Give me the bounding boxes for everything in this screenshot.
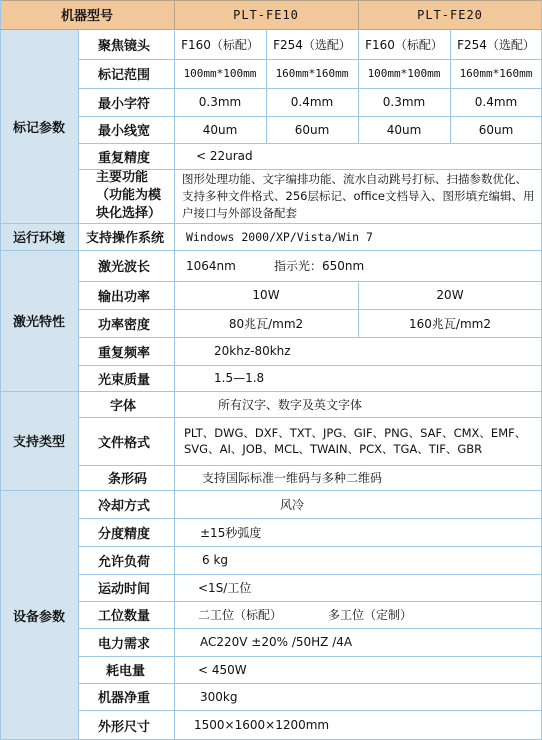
section-marking: 标记参数 [0, 29, 78, 223]
section-support: 支持类型 [0, 391, 78, 490]
grid-line [0, 0, 1, 740]
grid-line [78, 601, 542, 602]
label-barcode: 条形码 [108, 472, 148, 487]
grid-line [450, 29, 451, 143]
grid-line [0, 29, 542, 30]
grid-line [78, 465, 542, 466]
label-min-line: 最小线宽 [98, 124, 151, 139]
section-environment: 运行环境 [0, 223, 78, 250]
label-beam-quality: 光束质量 [98, 372, 151, 388]
char-fe10-standard: 0.3mm [198, 95, 242, 109]
line-fe20-standard: 40um [386, 122, 422, 137]
section-device: 设备参数 [0, 490, 78, 740]
grid-line [78, 116, 542, 117]
label-file-format: 文件格式 [98, 435, 151, 451]
label-consumption: 耗电量 [106, 664, 146, 679]
model-fe10-header: PLT-FE10 [174, 0, 358, 29]
label-min-char: 最小字符 [98, 96, 151, 112]
label-stations: 工位数量 [98, 609, 151, 624]
dimensions-value: 1500×1600×1200mm [194, 718, 330, 732]
lens-fe10-standard: F160（标配） [181, 37, 259, 52]
label-lens: 聚焦镜头 [98, 38, 151, 54]
grid-line [78, 29, 79, 740]
lens-fe20-standard: F160（标配） [365, 37, 443, 52]
grid-line [78, 365, 542, 366]
label-net-weight: 机器净重 [98, 691, 151, 706]
file-format-value: PLT、DWG、DXF、TXT、JPG、GIF、PNG、SAF、CMX、EMF、SVG、AI、JOB、MCL、TWAIN、PCX、TGA、TIF、GBR [184, 426, 527, 456]
label-output-power: 输出功率 [98, 289, 151, 305]
grid-line [0, 391, 542, 392]
power-density-fe10: 80兆瓦/mm2 [228, 316, 304, 331]
model-header-label: 机器型号 [0, 0, 174, 29]
char-fe20-optional: 0.4mm [474, 95, 518, 109]
grid-line [78, 417, 542, 418]
grid-line [78, 88, 542, 89]
label-range: 标记范围 [98, 68, 151, 83]
label-main-function: 主要功能（功能为模块化选择） [96, 170, 162, 221]
line-fe20-optional: 60um [478, 122, 514, 137]
model-fe20-header: PLT-FE20 [358, 0, 542, 29]
line-fe10-standard: 40um [202, 122, 238, 137]
label-os: 支持操作系统 [86, 231, 165, 246]
load-value: 6 kg [202, 553, 229, 567]
grid-line [174, 29, 175, 740]
repeat-frequency-value: 20khz-80khz [214, 344, 291, 358]
lens-fe10-optional: F254（选配） [273, 37, 351, 52]
range-fe10-optional: 160mm*160mm [275, 67, 349, 80]
font-value: 所有汉字、数字及英文字体 [218, 397, 363, 412]
char-fe10-optional: 0.4mm [290, 95, 334, 109]
line-fe10-optional: 60um [294, 122, 330, 137]
range-fe20-standard: 100mm*100mm [367, 67, 441, 80]
grid-line [78, 574, 542, 575]
label-power-density: 功率密度 [98, 317, 151, 333]
repeat-precision-value: < 22urad [196, 149, 253, 163]
stations-standard-value: 二工位（标配） [198, 608, 283, 622]
consumption-value: < 450W [198, 662, 247, 677]
grid-line [78, 59, 542, 60]
grid-line [358, 29, 359, 143]
motion-time-value: <1S/工位 [198, 581, 252, 595]
label-power-requirement: 电力需求 [98, 636, 151, 652]
main-function-value: 图形处理功能、文字编排功能、流水自动跳号打标、扫描参数优化、支持多种文件格式、256层标记、office文档导入、图形填充编辑、用户接口与外部设备配套 [182, 171, 535, 220]
range-fe10-standard: 100mm*100mm [183, 67, 257, 80]
label-repeat-frequency: 重复频率 [98, 345, 151, 361]
output-power-fe10: 10W [252, 288, 280, 302]
barcode-value: 支持国际标准一维码与多种二维码 [202, 471, 383, 485]
beam-quality-value: 1.5—1.8 [214, 371, 265, 385]
grid-line [0, 223, 542, 224]
index-precision-value: ±15秒弧度 [200, 525, 262, 540]
grid-line [266, 29, 267, 143]
output-power-fe20: 20W [436, 288, 464, 302]
stations-custom-value: 多工位（定制） [328, 608, 413, 622]
os-value: Windows 2000/XP/Vista/Win 7 [186, 229, 373, 244]
grid-line [358, 0, 359, 29]
label-load: 允许负荷 [98, 554, 151, 570]
label-wavelength: 激光波长 [98, 260, 151, 275]
grid-line [0, 250, 542, 251]
label-font: 字体 [110, 398, 137, 414]
grid-line [0, 490, 542, 491]
char-fe20-standard: 0.3mm [382, 95, 426, 109]
grid-line [78, 337, 542, 338]
grid-line [78, 710, 542, 711]
label-index-precision: 分度精度 [98, 526, 151, 542]
grid-line [78, 683, 542, 684]
section-laser: 激光特性 [0, 250, 78, 391]
range-fe20-optional: 160mm*160mm [459, 67, 533, 80]
label-dimensions: 外形尺寸 [98, 719, 151, 735]
label-repeat-precision: 重复精度 [98, 150, 151, 166]
grid-line [78, 518, 542, 519]
lens-fe20-optional: F254（选配） [457, 37, 535, 52]
net-weight-value: 300kg [200, 689, 238, 704]
label-motion-time: 运动时间 [98, 582, 151, 597]
grid-line [78, 656, 542, 657]
grid-line [358, 281, 359, 337]
power-density-fe20: 160兆瓦/mm2 [409, 316, 491, 331]
grid-line [174, 0, 175, 29]
grid-line [78, 281, 542, 282]
grid-line [78, 628, 542, 629]
pointer-light-value: 指示光：650nm [274, 259, 365, 273]
grid-line [78, 309, 542, 310]
grid-line [78, 546, 542, 547]
power-requirement-value: AC220V ±20% /50HZ /4A [200, 635, 353, 649]
grid-line [0, 0, 542, 1]
grid-line [78, 143, 542, 144]
cooling-value: 风冷 [280, 497, 305, 512]
grid-line [78, 169, 542, 170]
wavelength-value: 1064nm [186, 258, 236, 273]
label-cooling: 冷却方式 [98, 498, 151, 514]
